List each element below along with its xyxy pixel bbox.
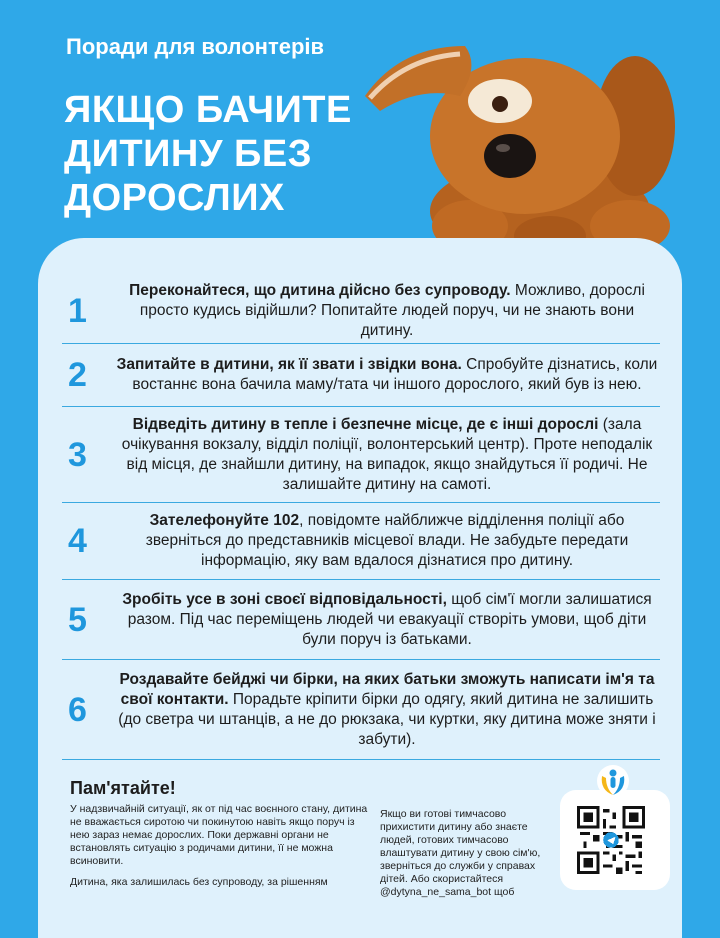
step-text xyxy=(106,590,660,650)
remember-heading: Пам'ятайте! xyxy=(70,778,176,798)
step-number: 6 xyxy=(68,690,87,729)
step-bold-text: Зробіть усе в зоні своєї відповідальності, xyxy=(122,590,447,608)
step-body-text: Спробуйте дізнатись, коли востаннє вона бачила маму/тата чи іншого дорослого, який був із нею. xyxy=(132,356,658,393)
remember-paragraph: Дитина, яка залишилась без супроводу, за рішенням xyxy=(70,876,328,888)
headline-line: ЯКЩО БАЧИТЕ xyxy=(64,89,352,131)
step-body-text: щоб сім'ї могли залишатися разом. Під час переміщень людей чи евакуації створіть умови, щоб діти були поруч із батьками. xyxy=(127,590,652,648)
step-item xyxy=(62,503,660,580)
step-body-text: Порадьте кріпити бірки до одягу, який дитина не залишить (до светра чи штанців, а не до рюкзака, чи куртки, яку дитина може зняти і забути). xyxy=(118,690,656,748)
step-body-text: Можливо, дорослі просто кудись відійшли? Попитайте людей поруч, чи не знають вони дитину. xyxy=(139,281,645,339)
step-text xyxy=(106,670,660,750)
step-text xyxy=(106,415,660,495)
poster-headline xyxy=(64,88,394,220)
step-number: 2 xyxy=(68,356,87,394)
step-text xyxy=(106,511,660,571)
step-bold-text: Зателефонуйте 102 xyxy=(149,512,300,529)
step-number: 5 xyxy=(68,600,87,639)
step-number: 1 xyxy=(68,291,87,330)
step-number: 3 xyxy=(68,435,87,474)
remember-paragraph: У надзвичайній ситуації, як от під час воєнного стану, дитина не вважається сиротою чи покинутою навіть якщо поруч із нею зараз немає дорослих. Поки державні органи не встановлять ситуацію з родичами дитини, її не можна всиновити. xyxy=(70,803,368,867)
child-protection-logo-icon xyxy=(596,764,630,798)
remember-middle-column: Якщо ви готові тимчасово прихистити дитину або знаєте людей, готових тимчасово влаштувати дитину у свою сім'ю, зверніться до служби у справах дітей. Або скористайтеся @dytyna_ne_sama_bot щоб xyxy=(380,808,541,898)
step-text xyxy=(106,281,660,341)
step-text xyxy=(106,355,660,395)
plush-dog-illustration xyxy=(360,26,680,256)
remember-left-column xyxy=(70,803,370,897)
step-bold-text: Запитайте в дитини, як її звати і звідки вона. xyxy=(116,356,462,373)
step-item xyxy=(62,344,660,407)
step-number: 4 xyxy=(68,522,87,560)
step-bold-text: Роздавайте бейджі чи бірки, на яких батьки зможуть написати ім'я та свої контакти. xyxy=(119,670,655,708)
step-body-text: , повідомте найближче відділення поліції або зверніться до представників місцевої влади. Не забудьте передати інформацію, яку вам вдалося дізнатися про дитину. xyxy=(145,512,629,569)
headline-line: ДИТИНУ БЕЗ xyxy=(64,133,313,175)
step-item xyxy=(62,407,660,503)
steps-list xyxy=(62,272,660,760)
step-bold-text: Переконайтеся, що дитина дійсно без супроводу. xyxy=(129,281,511,299)
poster-subtitle: Поради для волонтерів xyxy=(66,34,325,59)
headline-line: ДОРОСЛИХ xyxy=(64,177,285,219)
step-item xyxy=(62,580,660,660)
step-item xyxy=(62,660,660,760)
step-bold-text: Відведіть дитину в тепле і безпечне місце, де є інші дорослі xyxy=(132,415,599,433)
step-item xyxy=(62,272,660,344)
step-body-text: (зала очікування вокзалу, відділ поліції, волонтерський центр). Проте неподалік від місця, де знайшли дитину, на випадок, якщо знайдуться її родичі. Не залишайте дитину на самоті. xyxy=(121,415,653,493)
qr-code-icon[interactable] xyxy=(577,806,645,874)
